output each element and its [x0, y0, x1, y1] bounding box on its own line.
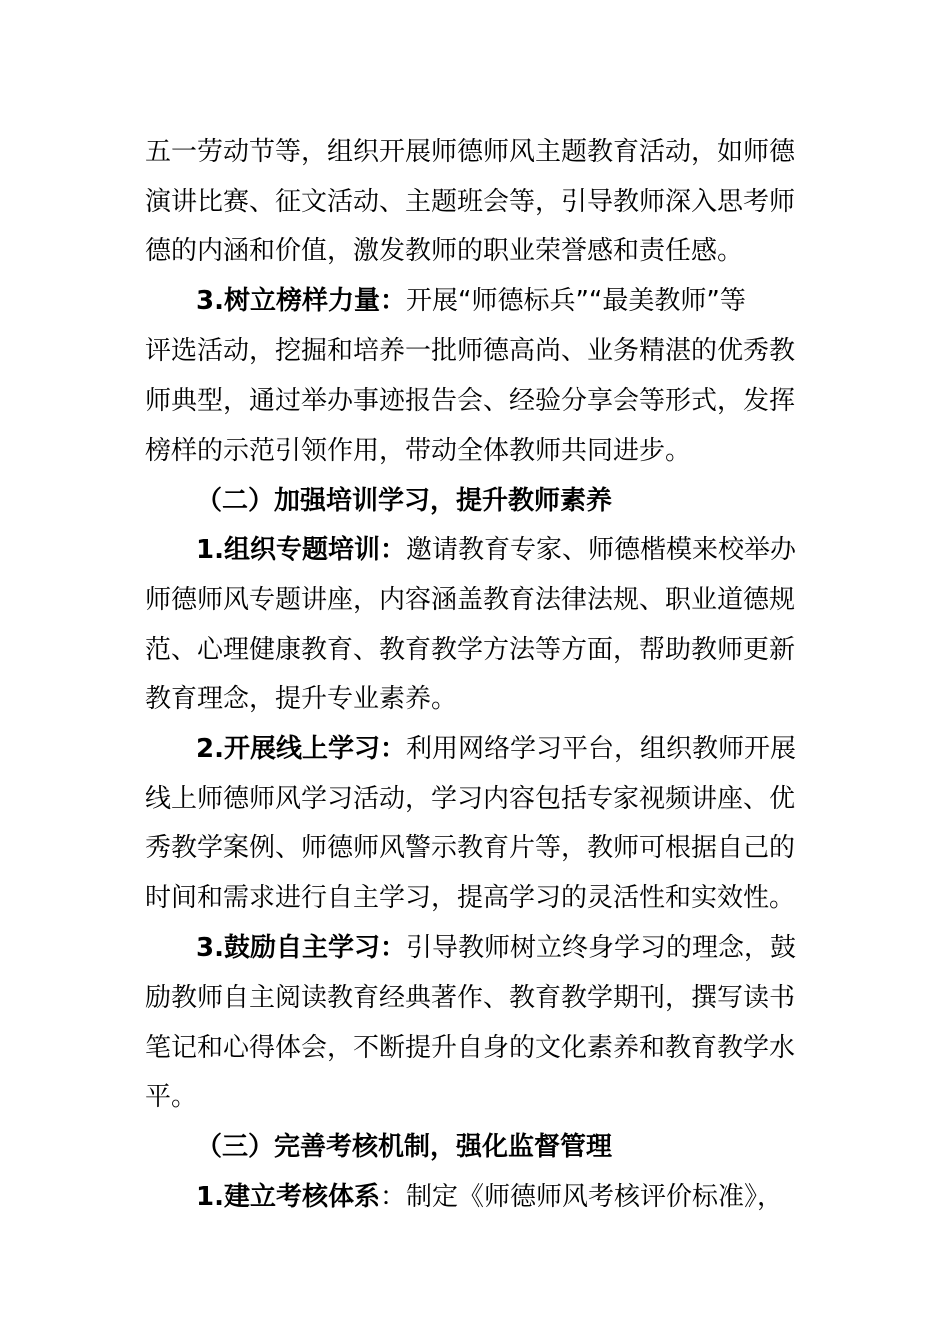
paragraph-line: 范、心理健康教育、教育教学方法等方面，帮助教师更新: [145, 635, 796, 665]
paragraph-line: 五一劳动节等，组织开展师德师风主题教育活动，如师德: [145, 137, 796, 167]
paragraph-line: 评选活动，挖掘和培养一批师德高尚、业务精湛的优秀教: [145, 336, 796, 366]
item-text: 开展“师德标兵”“最美教师”等: [405, 286, 746, 316]
paragraph-line: 励教师自主阅读教育经典著作、教育教学期刊，撰写读书: [145, 983, 796, 1013]
item-label: 1.建立考核体系: [196, 1182, 380, 1212]
paragraph-line: 演讲比赛、征文活动、主题班会等，引导教师深入思考师: [145, 187, 796, 217]
paragraph-line: 线上师德师风学习活动，学习内容包括专家视频讲座、优: [145, 784, 796, 814]
section-heading: （二）加强培训学习，提升教师素养: [196, 486, 613, 516]
paragraph-line: 时间和需求进行自主学习，提高学习的灵活性和实效性。: [145, 883, 796, 913]
item-label: 3.树立榜样力量：: [196, 286, 406, 316]
paragraph-first-line: [196, 930, 796, 966]
item-text: 引导教师树立终身学习的理念，鼓: [405, 933, 796, 963]
paragraph-first-line: [196, 731, 796, 767]
item-label: 2.开展线上学习：: [196, 734, 406, 764]
paragraph-first-line: [196, 532, 796, 568]
section-heading: （三）完善考核机制，强化监督管理: [196, 1132, 613, 1162]
item-text: 邀请教育专家、师德楷模来校举办: [405, 535, 796, 565]
paragraph-line: 德的内涵和价值，激发教师的职业荣誉感和责任感。: [145, 236, 744, 266]
paragraph-first-line: [196, 1179, 783, 1215]
paragraph-first-line: [196, 283, 746, 319]
paragraph-line: 笔记和心得体会，不断提升自身的文化素养和教育教学水: [145, 1033, 796, 1063]
paragraph-line: 师德师风专题讲座，内容涵盖教育法律法规、职业道德规: [145, 585, 796, 615]
paragraph-line: 榜样的示范引领作用，带动全体教师共同进步。: [145, 436, 692, 466]
paragraph-line: 教育理念，提升专业素养。: [145, 684, 458, 714]
item-label: 1.组织专题培训：: [196, 535, 406, 565]
paragraph-line: 师典型，通过举办事迹报告会、经验分享会等形式，发挥: [145, 386, 796, 416]
paragraph-line: 平。: [145, 1082, 198, 1112]
item-text: 利用网络学习平台，组织教师开展: [405, 734, 796, 764]
item-text: ：制定《师德师风考核评价标准》，: [379, 1182, 783, 1212]
item-label: 3.鼓励自主学习：: [196, 933, 406, 963]
paragraph-line: 秀教学案例、师德师风警示教育片等，教师可根据自己的: [145, 833, 796, 863]
